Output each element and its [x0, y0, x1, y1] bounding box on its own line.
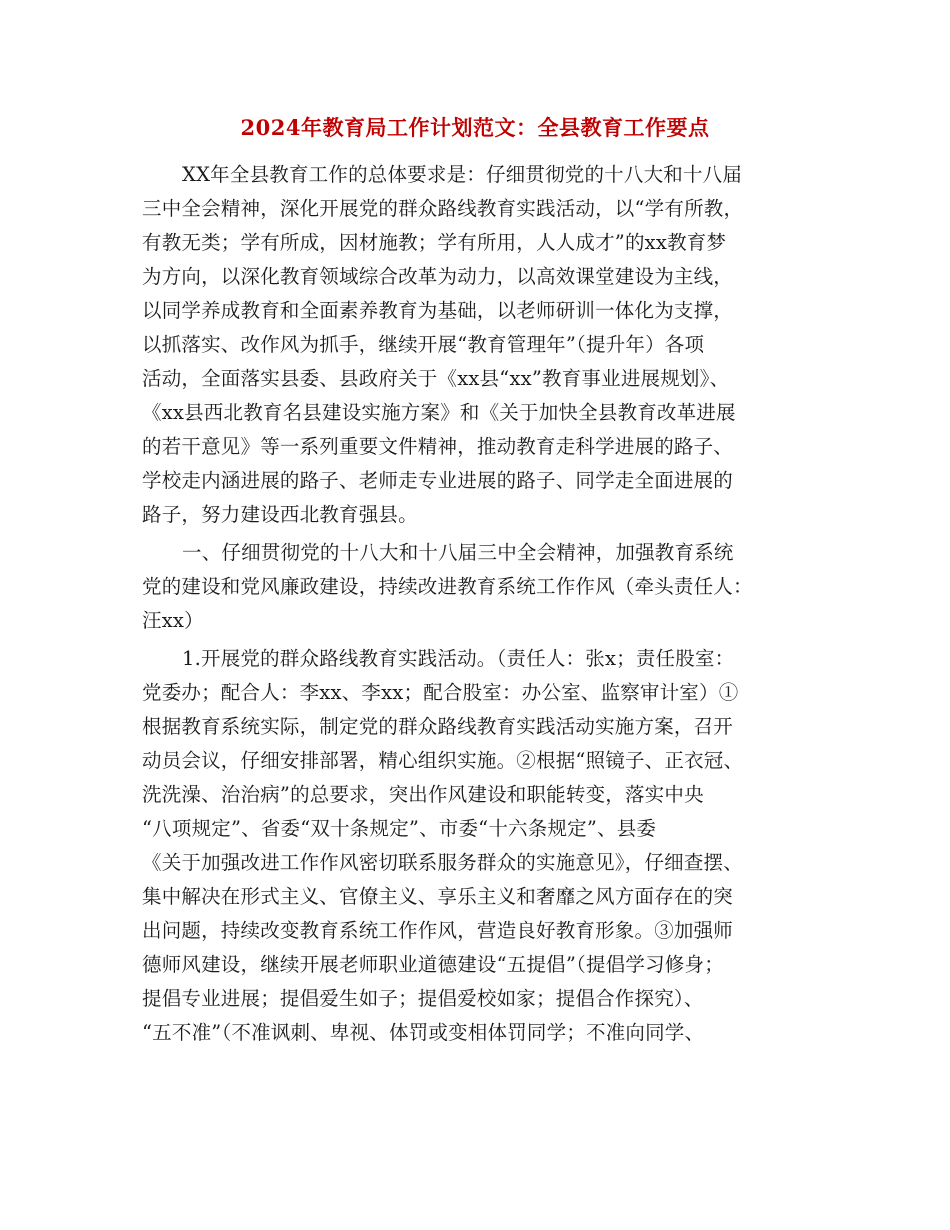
section-heading-line: 一、仔细贯彻党的十八大和十八届三中全会精神，加强教育系统: [182, 541, 734, 564]
paragraph-line: “五不准”（不准讽刺、卑视、体罚或变相体罚同学；不准向同学、: [142, 1021, 705, 1044]
paragraph-line: 为方向，以深化教育领域综合改革为动力，以高效课堂建设为主线，: [142, 265, 734, 288]
paragraph-line: 德师风建设，继续开展老师职业道德建设“五提倡”（提倡学习修身；: [142, 953, 724, 976]
paragraph-line: 路子，努力建设西北教育强县。: [142, 503, 418, 526]
paragraph-line: 洗洗澡、治治病”的总要求，突出作风建设和职能转变，落实中央: [142, 783, 704, 806]
section-heading-line: 汪xx）: [142, 609, 204, 632]
document-body: [142, 158, 812, 1050]
section-heading-line: 党的建设和党风廉政建设，持续改进教育系统工作作风（牵头责任人：: [142, 575, 753, 598]
paragraph-line: 以抓落实、改作风为抓手，继续开展“教育管理年”（提升年）各项: [142, 333, 705, 356]
paragraph-line: 《关于加强改进工作作风密切联系服务群众的实施意见》，仔细查摆、: [142, 851, 743, 874]
paragraph-line: 提倡专业进展；提倡爱生如子；提倡爱校如家；提倡合作探究）、: [142, 987, 704, 1010]
paragraph-line: 三中全会精神，深化开展党的群众路线教育实践活动，以“学有所教，: [142, 197, 744, 220]
paragraph-line: 有教无类；学有所成，因材施教；学有所用，人人成才”的xx教育梦: [142, 231, 727, 254]
paragraph-line: 《xx县西北教育名县建设实施方案》和《关于加快全县教育改革进展: [142, 401, 736, 424]
paragraph-line: 集中解决在形式主义、官僚主义、享乐主义和奢靡之风方面存在的突: [142, 885, 734, 908]
paragraph-line: XX年全县教育工作的总体要求是：仔细贯彻党的十八大和十八届: [182, 163, 743, 186]
paragraph-line: “八项规定”、省委“双十条规定”、市委“十六条规定”、县委: [142, 817, 657, 840]
paragraph-line: 根据教育系统实际，制定党的群众路线教育实践活动实施方案，召开: [142, 715, 734, 738]
paragraph-line: 1.开展党的群众路线教育实践活动。（责任人：张x；责任股室：: [182, 647, 735, 670]
paragraph-line: 活动，全面落实县委、县政府关于《xx县“xx”教育事业进展规划》、: [142, 367, 730, 390]
paragraph-line: 以同学养成教育和全面素养教育为基础，以老师研训一体化为支撑，: [142, 299, 734, 322]
paragraph-line: 党委办；配合人：李xx、李xx；配合股室：办公室、监察审计室）①: [142, 681, 739, 704]
paragraph-line: 学校走内涵进展的路子、老师走专业进展的路子、同学走全面进展的: [142, 469, 734, 492]
paragraph-line: 出问题，持续改变教育系统工作作风，营造良好教育形象。③加强师: [142, 919, 734, 942]
paragraph-line: 动员会议，仔细安排部署，精心组织实施。②根据“照镜子、正衣冠、: [142, 749, 744, 772]
paragraph-line: 的若干意见》等一系列重要文件精神，推动教育走科学进展的路子、: [142, 435, 734, 458]
document-title: 2024年教育局工作计划范文：全县教育工作要点: [240, 115, 710, 140]
